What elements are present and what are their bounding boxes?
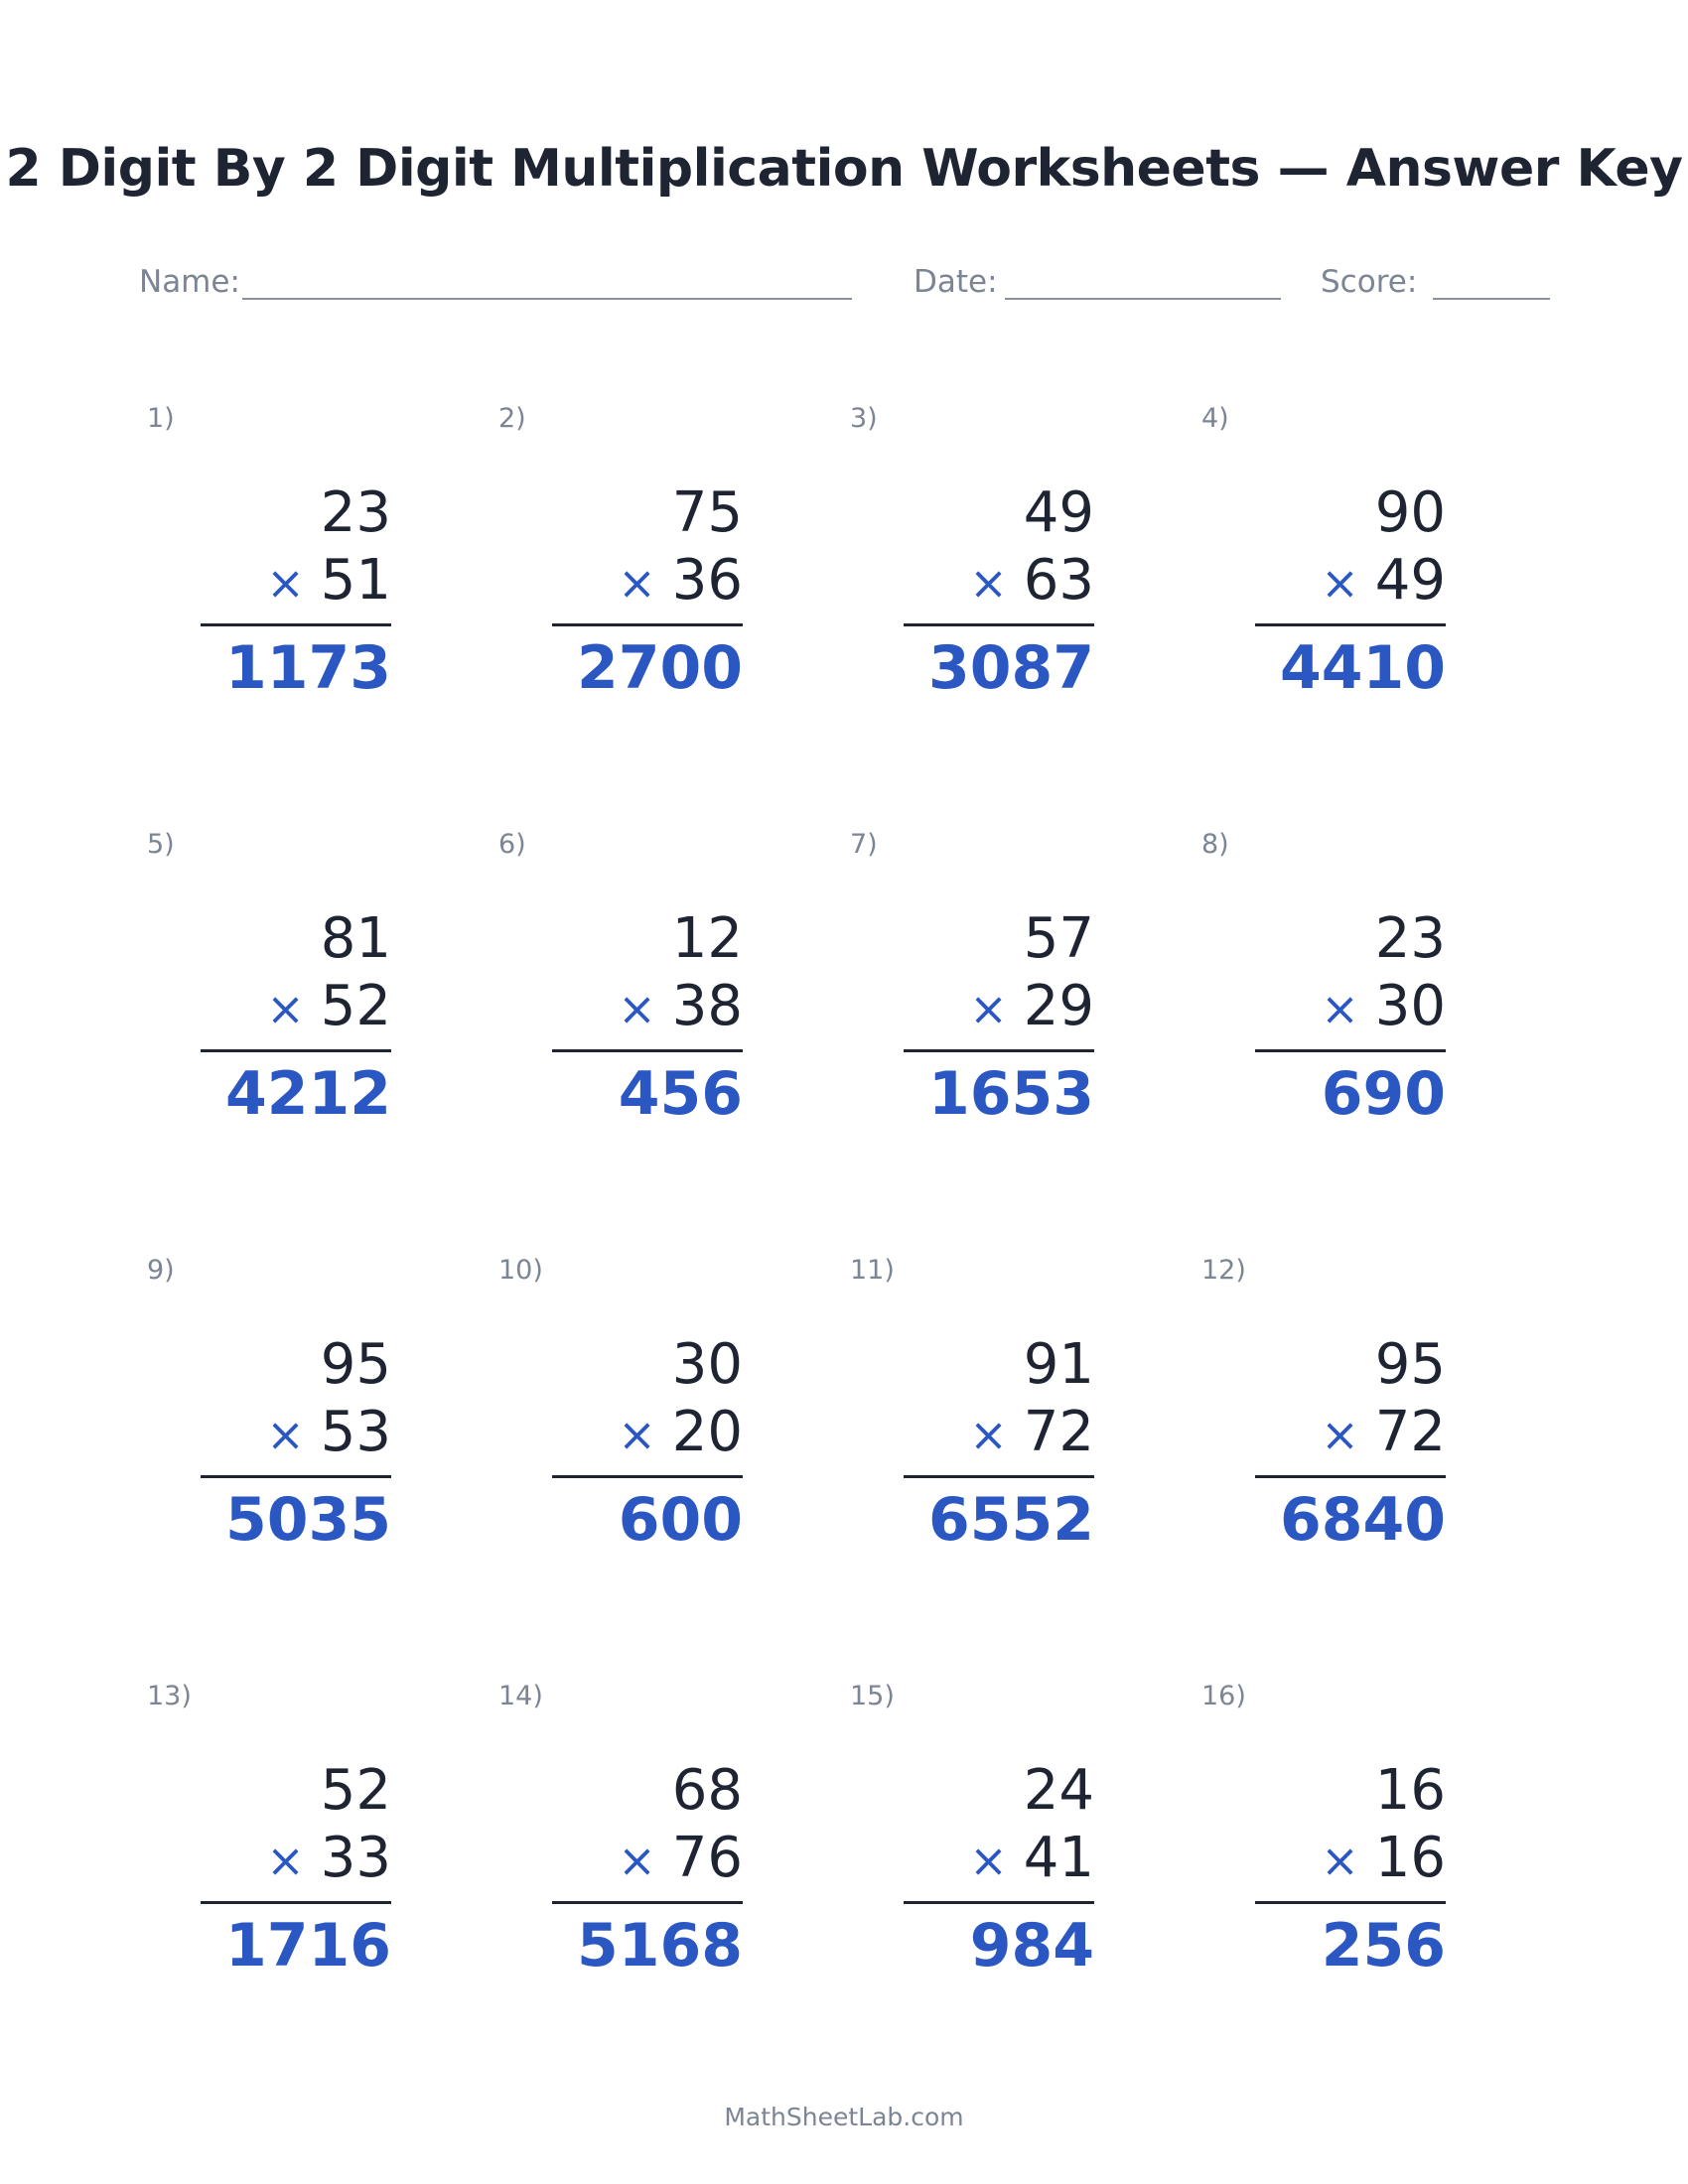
multiplier: 51 xyxy=(320,548,391,613)
multiplier-row xyxy=(1321,548,1446,615)
problem-number: 16) xyxy=(1201,1681,1246,1711)
problem-10 xyxy=(498,1255,743,1632)
problem-9 xyxy=(147,1255,391,1632)
multiplicand: 57 xyxy=(1023,906,1094,971)
multiplier-row xyxy=(1321,1826,1446,1893)
answer: 456 xyxy=(618,1059,743,1129)
answer-rule xyxy=(201,1049,391,1052)
multiplicand: 23 xyxy=(320,480,391,545)
answer: 5035 xyxy=(225,1485,391,1555)
multiplier-row xyxy=(618,548,743,615)
multiplier: 52 xyxy=(320,974,391,1038)
problem-7 xyxy=(850,829,1094,1206)
answer: 3087 xyxy=(928,633,1094,703)
multiplier: 41 xyxy=(1023,1826,1094,1890)
multiplier-row xyxy=(266,1826,391,1893)
problem-number: 9) xyxy=(147,1255,175,1286)
multiply-sign: × xyxy=(969,1834,1008,1887)
answer: 5168 xyxy=(577,1911,743,1980)
answer-rule xyxy=(1255,1901,1446,1904)
problem-13 xyxy=(147,1681,391,2058)
answer-rule xyxy=(552,623,743,626)
problem-number: 4) xyxy=(1201,403,1229,434)
problem-number: 13) xyxy=(147,1681,192,1711)
answer-rule xyxy=(552,1475,743,1478)
problem-3 xyxy=(850,403,1094,780)
multiplicand: 30 xyxy=(671,1332,743,1397)
multiplier: 63 xyxy=(1023,548,1094,613)
problem-16 xyxy=(1201,1681,1446,2058)
problem-number: 2) xyxy=(498,403,526,434)
problem-number: 5) xyxy=(147,829,175,860)
problem-number: 15) xyxy=(850,1681,895,1711)
multiplier: 30 xyxy=(1374,974,1446,1038)
multiply-sign: × xyxy=(618,556,656,610)
multiplier-row xyxy=(618,1400,743,1467)
score-label: Score: xyxy=(1321,264,1418,300)
multiplier-row xyxy=(969,548,1094,615)
answer-rule xyxy=(201,623,391,626)
worksheet-title: 2 Digit By 2 Digit Multiplication Worksheets — Answer Key xyxy=(5,139,1683,199)
problem-8 xyxy=(1201,829,1446,1206)
answer: 600 xyxy=(618,1485,743,1555)
multiplier-row xyxy=(969,1400,1094,1467)
multiplicand: 16 xyxy=(1374,1758,1446,1823)
problem-4 xyxy=(1201,403,1446,780)
multiply-sign: × xyxy=(969,982,1008,1035)
problem-number: 1) xyxy=(147,403,175,434)
problem-number: 14) xyxy=(498,1681,543,1711)
problem-number: 6) xyxy=(498,829,526,860)
answer-rule xyxy=(904,623,1094,626)
multiply-sign: × xyxy=(618,1834,656,1887)
multiplicand: 68 xyxy=(671,1758,743,1823)
problem-6 xyxy=(498,829,743,1206)
multiplier: 38 xyxy=(671,974,743,1038)
multiplier: 20 xyxy=(671,1400,743,1464)
answer-rule xyxy=(552,1049,743,1052)
multiply-sign: × xyxy=(1321,1408,1359,1461)
problem-number: 11) xyxy=(850,1255,895,1286)
multiplicand: 24 xyxy=(1023,1758,1094,1823)
multiply-sign: × xyxy=(266,1408,305,1461)
date-label: Date: xyxy=(914,264,998,300)
multiplier-row xyxy=(969,1826,1094,1893)
multiplicand: 95 xyxy=(1374,1332,1446,1397)
answer: 4410 xyxy=(1280,633,1446,703)
site-footer: MathSheetLab.com xyxy=(724,2103,964,2131)
multiplier: 53 xyxy=(320,1400,391,1464)
multiplier: 76 xyxy=(671,1826,743,1890)
multiplier-row xyxy=(1321,1400,1446,1467)
multiply-sign: × xyxy=(1321,556,1359,610)
multiplicand: 90 xyxy=(1374,480,1446,545)
multiplier: 33 xyxy=(320,1826,391,1890)
multiplier-row xyxy=(618,974,743,1041)
answer-rule xyxy=(904,1901,1094,1904)
answer: 6840 xyxy=(1280,1485,1446,1555)
answer: 984 xyxy=(969,1911,1094,1980)
problem-1 xyxy=(147,403,391,780)
multiplicand: 91 xyxy=(1023,1332,1094,1397)
answer: 1716 xyxy=(225,1911,391,1980)
problem-11 xyxy=(850,1255,1094,1632)
multiply-sign: × xyxy=(969,1408,1008,1461)
multiplier: 72 xyxy=(1374,1400,1446,1464)
problem-number: 3) xyxy=(850,403,878,434)
multiply-sign: × xyxy=(266,556,305,610)
answer-rule xyxy=(201,1901,391,1904)
multiplier: 16 xyxy=(1374,1826,1446,1890)
problem-14 xyxy=(498,1681,743,2058)
answer-rule xyxy=(1255,1475,1446,1478)
answer: 6552 xyxy=(928,1485,1094,1555)
answer: 1653 xyxy=(928,1059,1094,1129)
problem-number: 8) xyxy=(1201,829,1229,860)
multiply-sign: × xyxy=(618,982,656,1035)
answer: 2700 xyxy=(577,633,743,703)
multiply-sign: × xyxy=(266,1834,305,1887)
multiply-sign: × xyxy=(969,556,1008,610)
multiplier: 36 xyxy=(671,548,743,613)
problem-15 xyxy=(850,1681,1094,2058)
name-label: Name: xyxy=(139,264,240,300)
multiplicand: 23 xyxy=(1374,906,1446,971)
multiplier-row xyxy=(969,974,1094,1041)
answer-rule xyxy=(552,1901,743,1904)
answer-rule xyxy=(904,1475,1094,1478)
answer: 256 xyxy=(1321,1911,1446,1980)
answer: 4212 xyxy=(225,1059,391,1129)
multiply-sign: × xyxy=(266,982,305,1035)
multiplicand: 95 xyxy=(320,1332,391,1397)
answer: 1173 xyxy=(225,633,391,703)
multiplier-row xyxy=(266,548,391,615)
problem-2 xyxy=(498,403,743,780)
answer-rule xyxy=(1255,1049,1446,1052)
answer-rule xyxy=(201,1475,391,1478)
multiplicand: 75 xyxy=(671,480,743,545)
multiplicand: 81 xyxy=(320,906,391,971)
problem-number: 10) xyxy=(498,1255,543,1286)
multiplier-row xyxy=(266,974,391,1041)
multiplicand: 49 xyxy=(1023,480,1094,545)
multiplicand: 12 xyxy=(671,906,743,971)
problem-5 xyxy=(147,829,391,1206)
problem-number: 7) xyxy=(850,829,878,860)
problem-12 xyxy=(1201,1255,1446,1632)
answer-rule xyxy=(904,1049,1094,1052)
multiplier-row xyxy=(266,1400,391,1467)
multiply-sign: × xyxy=(1321,1834,1359,1887)
answer: 690 xyxy=(1321,1059,1446,1129)
multiplier: 29 xyxy=(1023,974,1094,1038)
multiplier-row xyxy=(618,1826,743,1893)
multiplier-row xyxy=(1321,974,1446,1041)
answer-rule xyxy=(1255,623,1446,626)
problem-number: 12) xyxy=(1201,1255,1246,1286)
multiply-sign: × xyxy=(618,1408,656,1461)
multiply-sign: × xyxy=(1321,982,1359,1035)
multiplicand: 52 xyxy=(320,1758,391,1823)
multiplier: 72 xyxy=(1023,1400,1094,1464)
multiplier: 49 xyxy=(1374,548,1446,613)
